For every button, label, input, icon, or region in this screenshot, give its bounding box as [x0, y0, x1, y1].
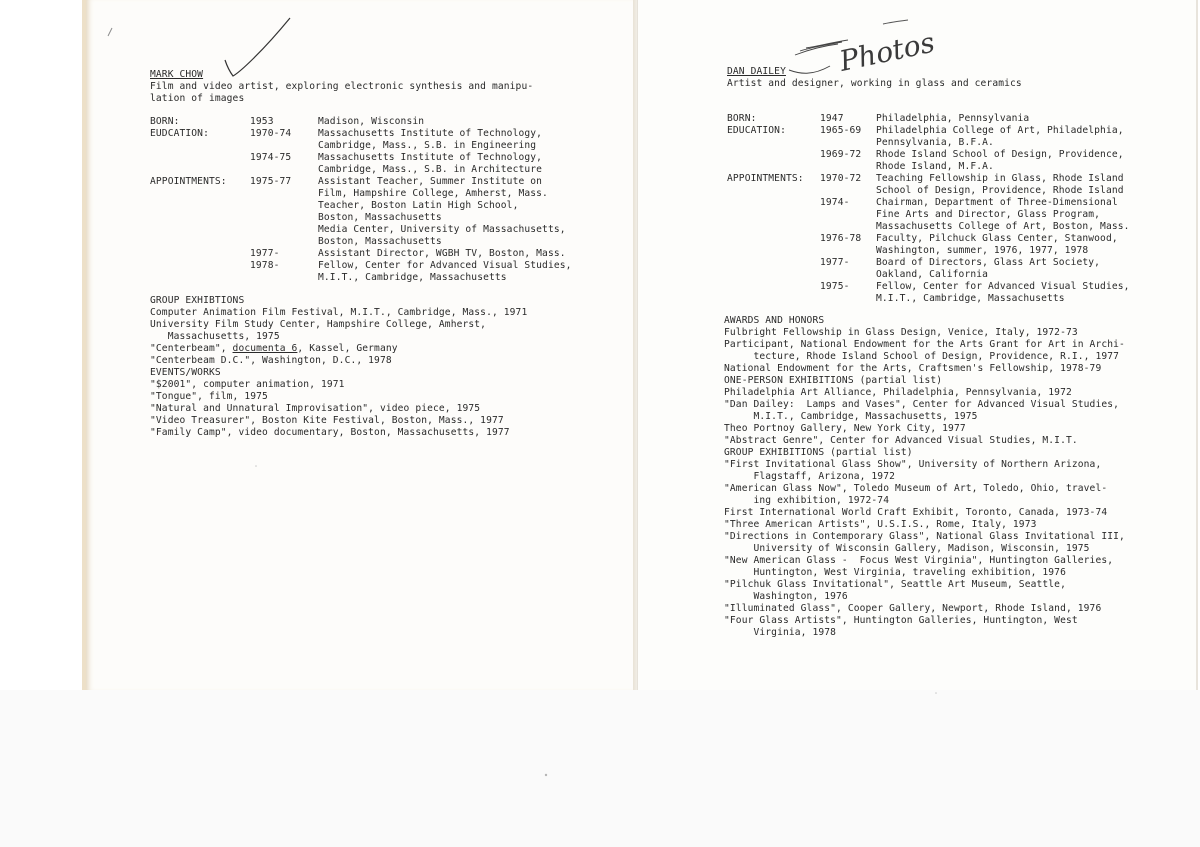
list-line: "Illuminated Glass", Cooper Gallery, Newport, Rhode Island, 1976	[724, 603, 1102, 614]
list-line: Flagstaff, Arizona, 1972	[724, 471, 895, 482]
appointment-year: 1975-77	[250, 176, 292, 187]
list-line: "Four Glass Artists", Huntington Galleries, Huntington, West	[724, 615, 1078, 626]
pen-arrow-stroke	[789, 66, 830, 73]
appointment-line: Fellow, Center for Advanced Visual Studies,	[876, 281, 1130, 292]
paper-speck	[935, 692, 937, 694]
born-label: BORN:	[727, 113, 757, 124]
handwritten-photos: Photos	[836, 25, 938, 78]
event-line: "Natural and Unnatural Improvisation", video piece, 1975	[150, 403, 481, 414]
event-line: "Family Camp", video documentary, Boston, Massachusetts, 1977	[150, 427, 510, 438]
group-exhibitions-heading: GROUP EXHIBITIONS (partial list)	[724, 447, 913, 458]
education-year: 1969-72	[820, 149, 862, 160]
list-line: "New American Glass - Focus West Virginia", Huntington Galleries,	[724, 555, 1114, 566]
events-works-heading: EVENTS/WORKS	[150, 367, 221, 378]
list-line: "Three American Artists", U.S.I.S., Rome, Italy, 1973	[724, 519, 1037, 530]
education-entry-line: Massachusetts Institute of Technology,	[318, 152, 543, 163]
appointment-year: 1970-72	[820, 173, 862, 184]
appointment-line: M.I.T., Cambridge, Massachusetts	[876, 293, 1065, 304]
education-entry-line: Pennsylvania, B.F.A.	[876, 137, 994, 148]
group-exhibition-line: Computer Animation Film Festival, M.I.T., Cambridge, Mass., 1971	[150, 307, 528, 318]
list-line: Philadelphia Art Alliance, Philadelphia, Pennsylvania, 1972	[724, 387, 1072, 398]
list-line: tecture, Rhode Island School of Design, Providence, R.I., 1977	[724, 351, 1120, 362]
education-entry-line: Rhode Island School of Design, Providence,	[876, 149, 1124, 160]
group-exhibition-line: University Film Study Center, Hampshire College, Amherst,	[150, 319, 487, 330]
appointment-line: Boston, Massachusetts	[318, 212, 442, 223]
education-year: 1974-75	[250, 152, 292, 163]
list-line: "Abstract Genre", Center for Advanced Visual Studies, M.I.T.	[724, 435, 1078, 446]
appointment-line: Fellow, Center for Advanced Visual Studies,	[318, 260, 572, 271]
appointment-line: Board of Directors, Glass Art Society,	[876, 257, 1101, 268]
event-line: "Tongue", film, 1975	[150, 391, 268, 402]
education-entry-line: Cambridge, Mass., S.B. in Architecture	[318, 164, 543, 175]
list-line: "American Glass Now", Toledo Museum of Art, Toledo, Ohio, travel-	[724, 483, 1108, 494]
appointment-line: School of Design, Providence, Rhode Island	[876, 185, 1124, 196]
group-exhibitions-heading: GROUP EXHIBTIONS	[150, 295, 245, 306]
education-entry-line: Cambridge, Mass., S.B. in Engineering	[318, 140, 537, 151]
pen-dash-mark	[883, 20, 908, 24]
paper-speck	[255, 465, 257, 467]
born-year: 1947	[820, 113, 844, 124]
list-line: "Directions in Contemporary Glass", National Glass Invitational III,	[724, 531, 1125, 542]
education-entry-line: Massachusetts Institute of Technology,	[318, 128, 543, 139]
born-place: Madison, Wisconsin	[318, 116, 425, 127]
awards-heading: AWARDS AND HONORS	[724, 315, 825, 326]
appointment-line: Massachusetts College of Art, Boston, Mass.	[876, 221, 1130, 232]
appointment-line: Assistant Director, WGBH TV, Boston, Mass.	[318, 248, 566, 259]
appointment-line: Teaching Fellowship in Glass, Rhode Island	[876, 173, 1124, 184]
appointment-line: Teacher, Boston Latin High School,	[318, 200, 519, 211]
appointment-line: Chairman, Department of Three-Dimensional	[876, 197, 1118, 208]
appointment-year: 1974-	[820, 197, 850, 208]
education-entry-line: Rhode Island, M.F.A.	[876, 161, 994, 172]
appointment-line: Film, Hampshire College, Amherst, Mass.	[318, 188, 548, 199]
appointments-label: APPOINTMENTS:	[150, 176, 227, 187]
appointment-line: Oakland, California	[876, 269, 989, 280]
list-line: Washington, 1976	[724, 591, 848, 602]
education-year: 1965-69	[820, 125, 862, 136]
appointment-line: Faculty, Pilchuck Glass Center, Stanwood,	[876, 233, 1118, 244]
appointment-line: M.I.T., Cambridge, Massachusetts	[318, 272, 507, 283]
documenta-title: documenta 6	[232, 343, 298, 354]
list-line: "Dan Dailey: Lamps and Vases", Center for Advanced Visual Studies,	[724, 399, 1120, 410]
appointment-line: Washington, summer, 1976, 1977, 1978	[876, 245, 1089, 256]
appointment-year: 1978-	[250, 260, 280, 271]
list-line: "First Invitational Glass Show", University of Northern Arizona,	[724, 459, 1102, 470]
education-label: EDUCATION:	[727, 125, 786, 136]
list-line: "Pilchuk Glass Invitational", Seattle Art Museum, Seattle,	[724, 579, 1066, 590]
appointment-year: 1977-	[250, 248, 280, 259]
appointment-line: Fine Arts and Director, Glass Program,	[876, 209, 1101, 220]
list-line: Theo Portnoy Gallery, New York City, 1977	[724, 423, 966, 434]
list-line: Huntington, West Virginia, traveling exhibition, 1976	[724, 567, 1066, 578]
chow-subtitle-line-2: lation of images	[150, 93, 245, 104]
appointment-year: 1976-78	[820, 233, 862, 244]
one-person-exhibitions-heading: ONE-PERSON EXHIBITIONS (partial list)	[724, 375, 943, 386]
event-line: "$2001", computer animation, 1971	[150, 379, 345, 390]
event-line: "Video Treasurer", Boston Kite Festival, Boston, Mass., 1977	[150, 415, 504, 426]
appointments-label: APPOINTMENTS:	[727, 173, 804, 184]
list-line: National Endowment for the Arts, Craftsmen's Fellowship, 1978-79	[724, 363, 1102, 374]
documenta-suffix: , Kassel, Germany	[297, 343, 398, 354]
born-place: Philadelphia, Pennsylvania	[876, 113, 1030, 124]
documenta-prefix: "Centerbeam",	[150, 343, 233, 354]
born-label: BORN:	[150, 116, 180, 127]
pen-tick-mark	[108, 28, 112, 36]
education-label: EUDCATION:	[150, 128, 209, 139]
handwritten-check-mark	[225, 18, 290, 76]
appointment-year: 1977-	[820, 257, 850, 268]
education-entry-line: Philadelphia College of Art, Philadelphia,	[876, 125, 1124, 136]
group-exhibition-line: Massachusetts, 1975	[150, 331, 280, 342]
paper-speck	[545, 774, 547, 776]
list-line: Fulbright Fellowship in Glass Design, Venice, Italy, 1972-73	[724, 327, 1078, 338]
dailey-subtitle: Artist and designer, working in glass and ceramics	[727, 78, 1022, 89]
born-year: 1953	[250, 116, 274, 127]
education-year: 1970-74	[250, 128, 292, 139]
chow-subtitle-line-1: Film and video artist, exploring electronic synthesis and manipu-	[150, 81, 534, 92]
appointment-year: 1975-	[820, 281, 850, 292]
group-exhibition-line: "Centerbeam D.C.", Washington, D.C., 1978	[150, 355, 392, 366]
appointment-line: Assistant Teacher, Summer Institute on	[318, 176, 543, 187]
appointment-line: Boston, Massachusetts	[318, 236, 442, 247]
artist-name-dailey: DAN DAILEY	[727, 66, 786, 77]
list-line: Virginia, 1978	[724, 627, 837, 638]
list-line: First International World Craft Exhibit, Toronto, Canada, 1973-74	[724, 507, 1108, 518]
list-line: Participant, National Endowment for the Arts Grant for Art in Archi-	[724, 339, 1125, 350]
appointment-line: Media Center, University of Massachusetts,	[318, 224, 566, 235]
list-line: University of Wisconsin Gallery, Madison, Wisconsin, 1975	[724, 543, 1090, 554]
list-line: M.I.T., Cambridge, Massachusetts, 1975	[724, 411, 978, 422]
artist-name-chow: MARK CHOW	[150, 69, 204, 80]
list-line: ing exhibition, 1972-74	[724, 495, 890, 506]
